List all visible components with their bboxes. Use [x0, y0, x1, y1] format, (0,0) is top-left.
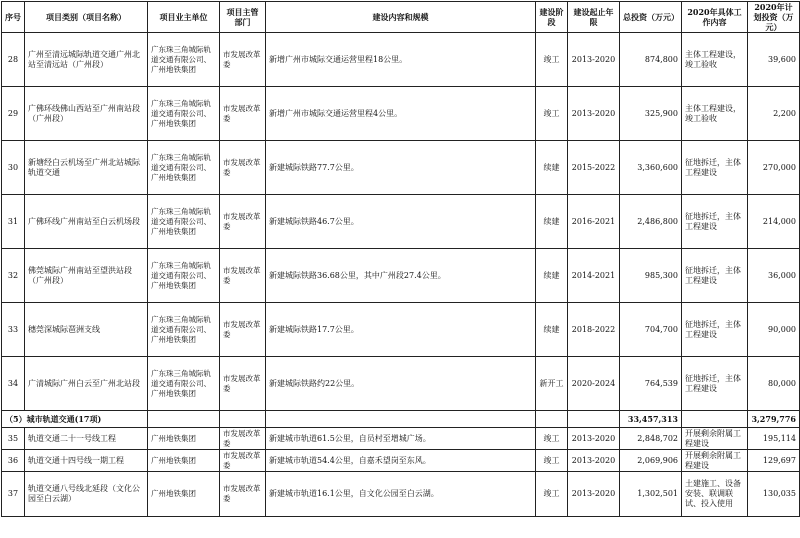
cell-stage: 续建 — [536, 249, 568, 303]
cell-work: 土建施工、设备安装、联调联试、投入使用 — [682, 472, 748, 517]
cell-work: 征地拆迁，主体工程建设 — [682, 303, 748, 357]
cell-plan: 2,200 — [748, 87, 800, 141]
cell-plan: 39,600 — [748, 33, 800, 87]
cell-no: 29 — [2, 87, 25, 141]
cell-owner: 广州地铁集团 — [148, 428, 220, 450]
cell-total: 2,486,800 — [620, 195, 682, 249]
section-empty — [568, 411, 620, 428]
cell-years: 2020-2024 — [568, 357, 620, 411]
cell-dept: 市发展改革委 — [220, 303, 266, 357]
section-label: （5）城市轨道交通(17项) — [2, 411, 148, 428]
cell-years: 2013-2020 — [568, 87, 620, 141]
cell-owner: 广东珠三角城际轨道交通有限公司、广州地铁集团 — [148, 87, 220, 141]
cell-work: 主体工程建设，竣工验收 — [682, 33, 748, 87]
cell-no: 28 — [2, 33, 25, 87]
cell-years: 2016-2021 — [568, 195, 620, 249]
cell-no: 34 — [2, 357, 25, 411]
cell-dept: 市发展改革委 — [220, 357, 266, 411]
cell-content: 新建城际铁路17.7公里。 — [266, 303, 536, 357]
header-no: 序号 — [2, 2, 25, 33]
cell-work: 征地拆迁，主体工程建设 — [682, 249, 748, 303]
cell-work: 征地拆迁，主体工程建设 — [682, 141, 748, 195]
cell-stage: 竣工 — [536, 472, 568, 517]
cell-stage: 竣工 — [536, 87, 568, 141]
cell-work: 开展剩余附属工程建设 — [682, 428, 748, 450]
cell-content: 新建城际铁路46.7公里。 — [266, 195, 536, 249]
header-total: 总投资（万元） — [620, 2, 682, 33]
cell-years: 2015-2022 — [568, 141, 620, 195]
cell-total: 985,300 — [620, 249, 682, 303]
cell-work: 开展剩余附属工程建设 — [682, 450, 748, 472]
cell-no: 32 — [2, 249, 25, 303]
table-row — [2, 357, 800, 411]
cell-total: 764,539 — [620, 357, 682, 411]
cell-name: 广佛环线广州南站至白云机场段 — [25, 195, 148, 249]
header-dept: 项目主管部门 — [220, 2, 266, 33]
cell-years: 2013-2020 — [568, 428, 620, 450]
cell-plan: 129,697 — [748, 450, 800, 472]
cell-work: 征地拆迁，主体工程建设 — [682, 195, 748, 249]
cell-stage: 竣工 — [536, 450, 568, 472]
cell-stage: 续建 — [536, 141, 568, 195]
cell-years: 2013-2020 — [568, 450, 620, 472]
cell-plan: 80,000 — [748, 357, 800, 411]
table-row — [2, 249, 800, 303]
cell-stage: 续建 — [536, 303, 568, 357]
cell-owner: 广东珠三角城际轨道交通有限公司、广州地铁集团 — [148, 33, 220, 87]
cell-plan: 130,035 — [748, 472, 800, 517]
table-row — [2, 141, 800, 195]
cell-years: 2013-2020 — [568, 472, 620, 517]
cell-name: 广州至清远城际轨道交通广州北站至清远站（广州段） — [25, 33, 148, 87]
cell-dept: 市发展改革委 — [220, 450, 266, 472]
table-row — [2, 303, 800, 357]
cell-total: 1,302,501 — [620, 472, 682, 517]
section-row — [2, 411, 800, 428]
cell-dept: 市发展改革委 — [220, 33, 266, 87]
cell-plan: 90,000 — [748, 303, 800, 357]
cell-no: 37 — [2, 472, 25, 517]
header-stage: 建设阶段 — [536, 2, 568, 33]
table-row — [2, 33, 800, 87]
cell-name: 轨道交通二十一号线工程 — [25, 428, 148, 450]
cell-name: 广清城际广州白云至广州北站段 — [25, 357, 148, 411]
cell-total: 325,900 — [620, 87, 682, 141]
cell-name: 广佛环线佛山西站至广州南站段（广州段） — [25, 87, 148, 141]
cell-work: 征地拆迁，主体工程建设 — [682, 357, 748, 411]
cell-stage: 新开工 — [536, 357, 568, 411]
cell-total: 2,848,702 — [620, 428, 682, 450]
table-row — [2, 87, 800, 141]
cell-content: 新建城市轨道16.1公里，自文化公园至白云湖。 — [266, 472, 536, 517]
cell-owner: 广东珠三角城际轨道交通有限公司、广州地铁集团 — [148, 249, 220, 303]
cell-no: 35 — [2, 428, 25, 450]
cell-no: 30 — [2, 141, 25, 195]
cell-plan: 195,114 — [748, 428, 800, 450]
cell-years: 2018-2022 — [568, 303, 620, 357]
cell-name: 轨道交通八号线北延段（文化公园至白云湖） — [25, 472, 148, 517]
cell-name: 新塘经白云机场至广州北站城际轨道交通 — [25, 141, 148, 195]
cell-owner: 广州地铁集团 — [148, 450, 220, 472]
cell-no: 33 — [2, 303, 25, 357]
cell-years: 2014-2021 — [568, 249, 620, 303]
section-total: 33,457,313 — [620, 411, 682, 428]
cell-dept: 市发展改革委 — [220, 141, 266, 195]
cell-content: 新建城市轨道61.5公里，自员村至增城广场。 — [266, 428, 536, 450]
header-years: 建设起止年限 — [568, 2, 620, 33]
cell-dept: 市发展改革委 — [220, 195, 266, 249]
section-plan: 3,279,776 — [748, 411, 800, 428]
cell-total: 2,069,906 — [620, 450, 682, 472]
cell-years: 2013-2020 — [568, 33, 620, 87]
section-empty — [266, 411, 536, 428]
header-plan: 2020年计划投资（万元） — [748, 2, 800, 33]
table-row — [2, 195, 800, 249]
header-content: 建设内容和规模 — [266, 2, 536, 33]
section-empty — [148, 411, 220, 428]
cell-plan: 270,000 — [748, 141, 800, 195]
cell-no: 31 — [2, 195, 25, 249]
cell-owner: 广东珠三角城际轨道交通有限公司、广州地铁集团 — [148, 303, 220, 357]
cell-content: 新增广州市城际交通运营里程4公里。 — [266, 87, 536, 141]
cell-plan: 214,000 — [748, 195, 800, 249]
cell-owner: 广东珠三角城际轨道交通有限公司、广州地铁集团 — [148, 195, 220, 249]
cell-dept: 市发展改革委 — [220, 428, 266, 450]
table-row — [2, 472, 800, 517]
project-table — [1, 1, 800, 517]
section-empty — [220, 411, 266, 428]
cell-content: 新增广州市城际交通运营里程18公里。 — [266, 33, 536, 87]
cell-no: 36 — [2, 450, 25, 472]
cell-stage: 竣工 — [536, 33, 568, 87]
cell-name: 穗莞深城际琶洲支线 — [25, 303, 148, 357]
cell-owner: 广州地铁集团 — [148, 472, 220, 517]
cell-total: 704,700 — [620, 303, 682, 357]
cell-name: 轨道交通十四号线一期工程 — [25, 450, 148, 472]
table-row — [2, 428, 800, 450]
cell-content: 新建城市轨道54.4公里，自嘉禾望岗至东风。 — [266, 450, 536, 472]
section-empty — [682, 411, 748, 428]
cell-plan: 36,000 — [748, 249, 800, 303]
cell-stage: 竣工 — [536, 428, 568, 450]
header-row — [2, 2, 800, 33]
cell-name: 佛莞城际广州南站至望洪站段（广州段） — [25, 249, 148, 303]
cell-dept: 市发展改革委 — [220, 87, 266, 141]
header-name: 项目类别（项目名称） — [25, 2, 148, 33]
cell-dept: 市发展改革委 — [220, 472, 266, 517]
section-empty — [536, 411, 568, 428]
cell-content: 新建城际铁路约22公里。 — [266, 357, 536, 411]
cell-total: 3,360,600 — [620, 141, 682, 195]
cell-work: 主体工程建设，竣工验收 — [682, 87, 748, 141]
cell-content: 新建城际铁路77.7公里。 — [266, 141, 536, 195]
cell-owner: 广东珠三角城际轨道交通有限公司、广州地铁集团 — [148, 141, 220, 195]
cell-dept: 市发展改革委 — [220, 249, 266, 303]
header-work: 2020年具体工作内容 — [682, 2, 748, 33]
cell-content: 新建城际铁路36.68公里，其中广州段27.4公里。 — [266, 249, 536, 303]
cell-stage: 续建 — [536, 195, 568, 249]
table-row — [2, 450, 800, 472]
header-owner: 项目业主单位 — [148, 2, 220, 33]
cell-owner: 广东珠三角城际轨道交通有限公司、广州地铁集团 — [148, 357, 220, 411]
cell-total: 874,800 — [620, 33, 682, 87]
